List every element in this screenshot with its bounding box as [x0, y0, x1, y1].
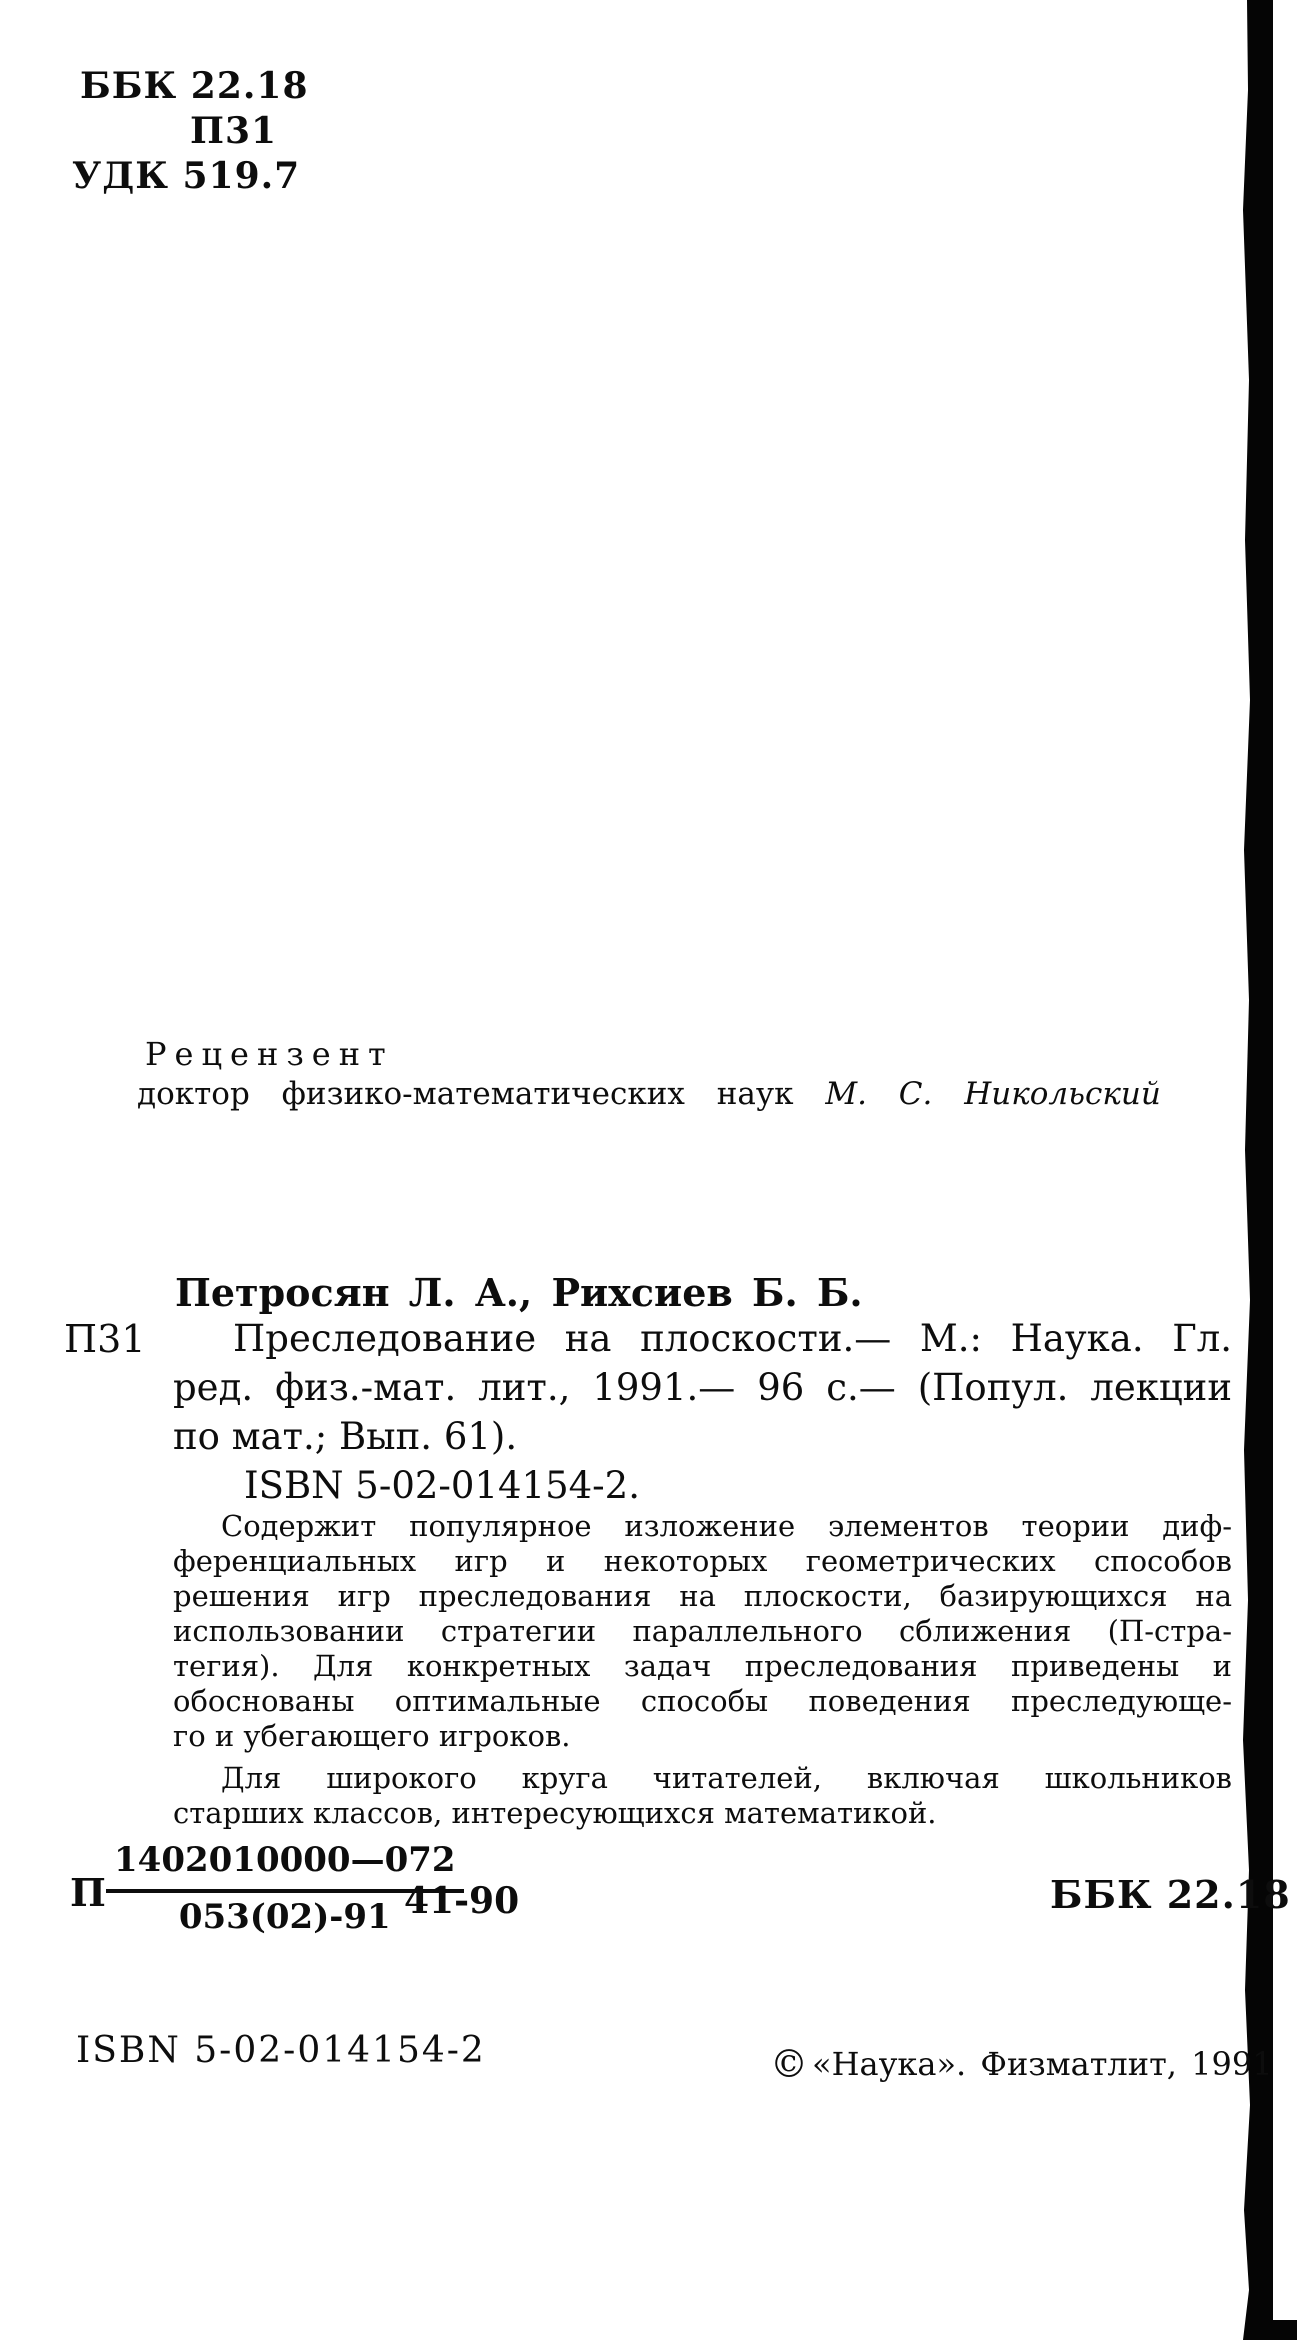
reviewer-degree: доктор физико-математических наук [137, 1076, 794, 1112]
reviewer-heading: Рецензент [145, 1035, 394, 1073]
catalog-letter: П [70, 1870, 106, 1915]
reviewer-name: М. С. Никольский [825, 1076, 1161, 1112]
reviewer-credentials [137, 1074, 1161, 1114]
entry-line: ред. физ.-мат. лит., 1991.— 96 с.— (Попул. лекции [173, 1366, 1232, 1409]
footer-isbn: ISBN 5-02-014154-2 [76, 2030, 486, 2071]
classification-codes [72, 64, 309, 199]
entry-line: по мат.; Вып. 61). [173, 1415, 518, 1458]
annotation-block [173, 1509, 1232, 1831]
annotation-line: го и убегающего игроков. [173, 1719, 571, 1753]
catalog-numerator: 1402010000—072 [106, 1840, 464, 1893]
copyright-text: «Наука». Физматлит, 1991 [812, 2045, 1273, 2083]
reviewer-block [137, 1034, 1161, 1114]
copyright-icon: © [770, 2042, 808, 2086]
scan-corner-artifact [1250, 2320, 1297, 2340]
entry-code: П31 [64, 1317, 146, 1361]
annotation-line: обоснованы оптимальные способы поведения преследующе- [173, 1684, 1232, 1718]
author-sign-code: П31 [190, 110, 278, 152]
annotation-line: ференциальных игр и некоторых геометрических способов [173, 1544, 1232, 1578]
udk-code: УДК 519.7 [72, 155, 301, 197]
annotation-paragraph-1 [173, 1509, 1232, 1754]
annotation-line: Для широкого круга читателей, включая школьников [221, 1761, 1232, 1795]
catalog-denominator: 053(02)-91 [178, 1897, 391, 1937]
annotation-line: решения игр преследования на плоскости, базирующихся на [173, 1579, 1232, 1613]
entry-isbn: ISBN 5-02-014154-2. [244, 1464, 640, 1507]
bbk-code: ББК 22.18 [80, 65, 309, 107]
annotation-paragraph-2 [173, 1761, 1232, 1831]
annotation-line: Содержит популярное изложение элементов теории диф- [221, 1509, 1232, 1543]
bibliographic-entry [173, 1314, 1232, 1510]
annotation-line: использовании стратегии параллельного сближения (П-стра- [173, 1614, 1232, 1648]
annotation-line: тегия). Для конкретных задач преследования приведены и [173, 1649, 1232, 1683]
entry-line: Преследование на плоскости.— М.: Наука. Гл. [233, 1317, 1232, 1360]
catalog-suffix: 41-90 [404, 1880, 520, 1922]
authors-line: Петросян Л. А., Рихсиев Б. Б. [175, 1270, 863, 1315]
scan-edge-artifact [1241, 0, 1273, 2340]
copyright-line [770, 2042, 1273, 2086]
annotation-line: старших классов, интересующихся математикой. [173, 1796, 937, 1830]
catalog-bbk-code: ББК 22.18 [1050, 1872, 1291, 1917]
